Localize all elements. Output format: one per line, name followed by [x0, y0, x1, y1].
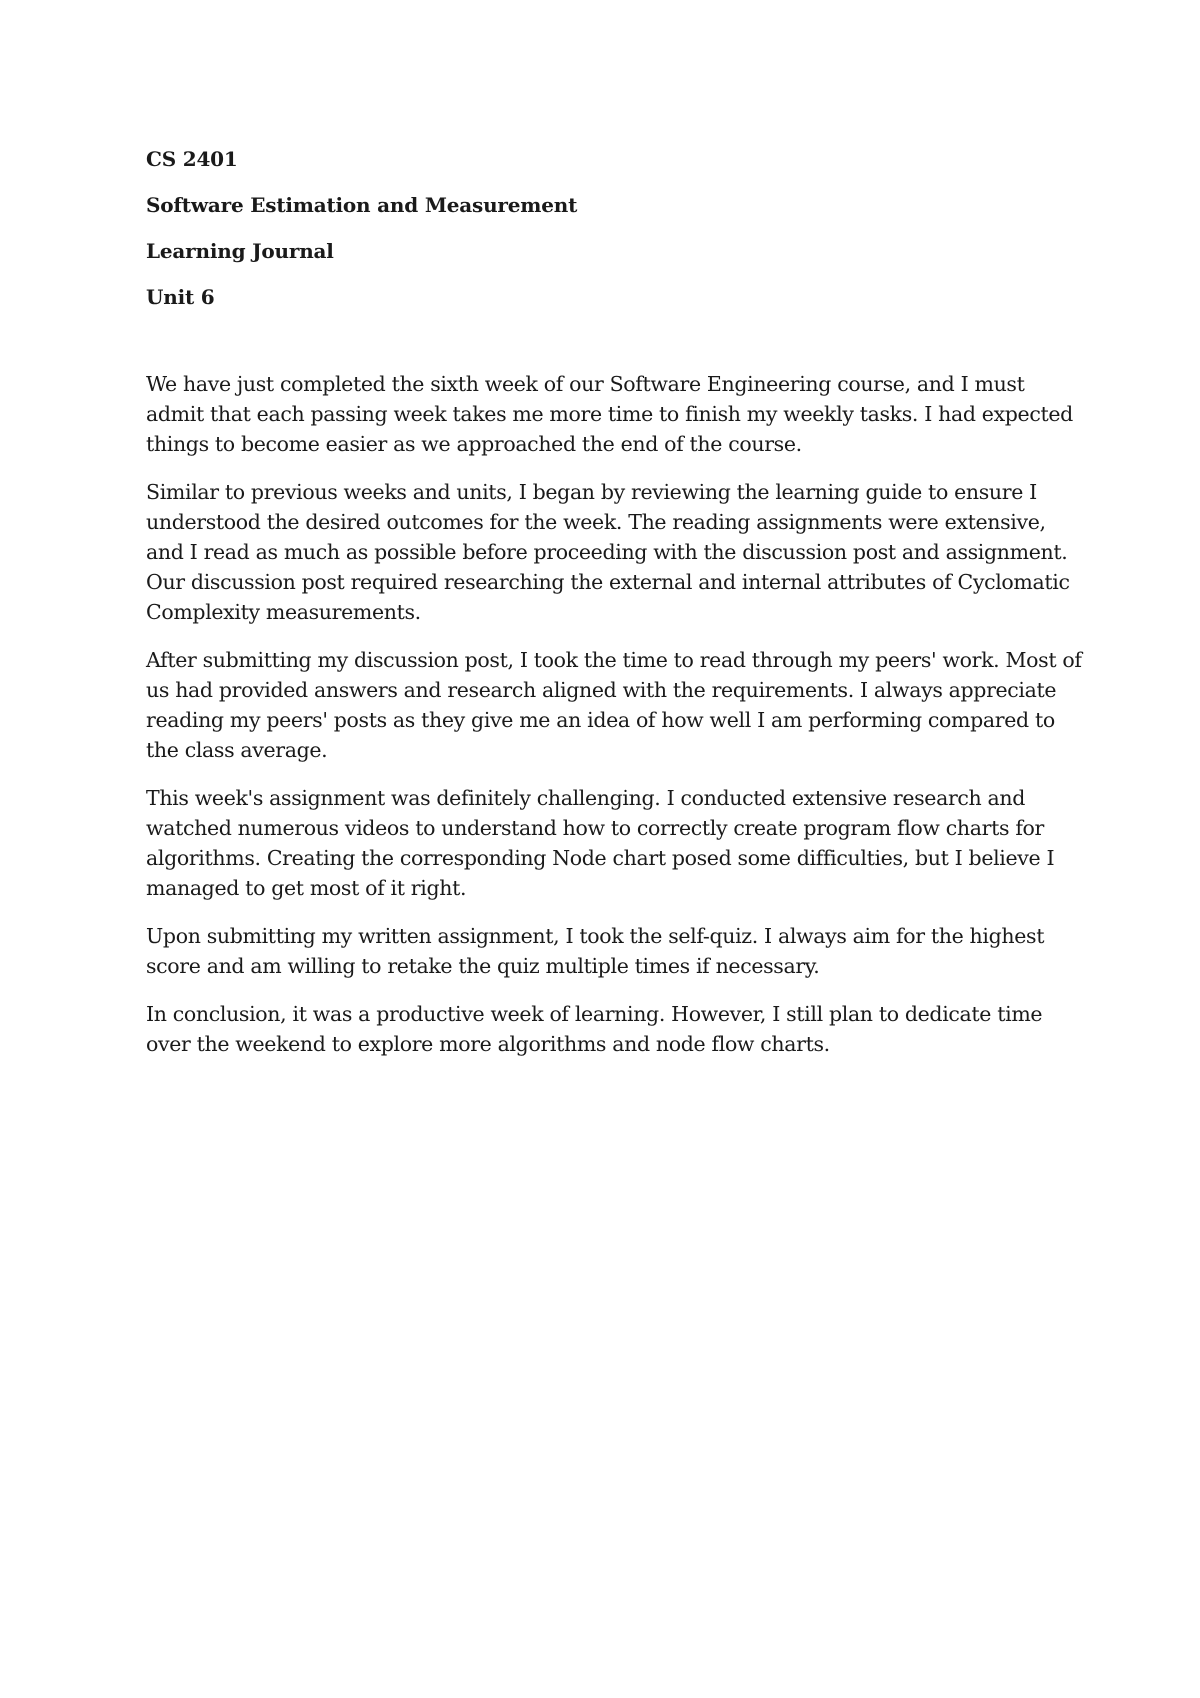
unit-label: Unit 6: [146, 285, 215, 309]
paragraph: Similar to previous weeks and units, I began by reviewing the learning guide to ensure I understood the desired outcomes for the week. The reading assignments were extensive, and I read as much as possible before proceeding with the discussion post and assignment. Our discussion post required researching the external and internal attributes of Cyclomatic Complexity measurements.: [146, 480, 1070, 624]
document-type: Learning Journal: [146, 239, 334, 263]
course-title: Software Estimation and Measurement: [146, 193, 578, 217]
paragraph: Upon submitting my written assignment, I took the self-quiz. I always aim for the highest score and am willing to retake the quiz multiple times if necessary.: [146, 924, 1045, 978]
paragraph: We have just completed the sixth week of our Software Engineering course, and I must admit that each passing week takes me more time to finish my weekly tasks. I had expected things to become easier as we approached the end of the course.: [146, 372, 1073, 456]
journal-body: [146, 369, 1086, 1059]
document-content: [146, 145, 1086, 1077]
document-header: [146, 145, 1086, 311]
course-code: CS 2401: [146, 147, 238, 171]
paragraph: This week's assignment was definitely challenging. I conducted extensive research and watched numerous videos to understand how to correctly create program flow charts for algorithms. Creating the corresponding Node chart posed some difficulties, but I believe I managed to get most of it right.: [146, 786, 1055, 900]
paragraph: In conclusion, it was a productive week of learning. However, I still plan to dedicate time over the weekend to explore more algorithms and node flow charts.: [146, 1002, 1043, 1056]
paragraph: After submitting my discussion post, I took the time to read through my peers' work. Most of us had provided answers and research aligned with the requirements. I always appreciate reading my peers' posts as they give me an idea of how well I am performing compared to the class average.: [146, 648, 1082, 762]
